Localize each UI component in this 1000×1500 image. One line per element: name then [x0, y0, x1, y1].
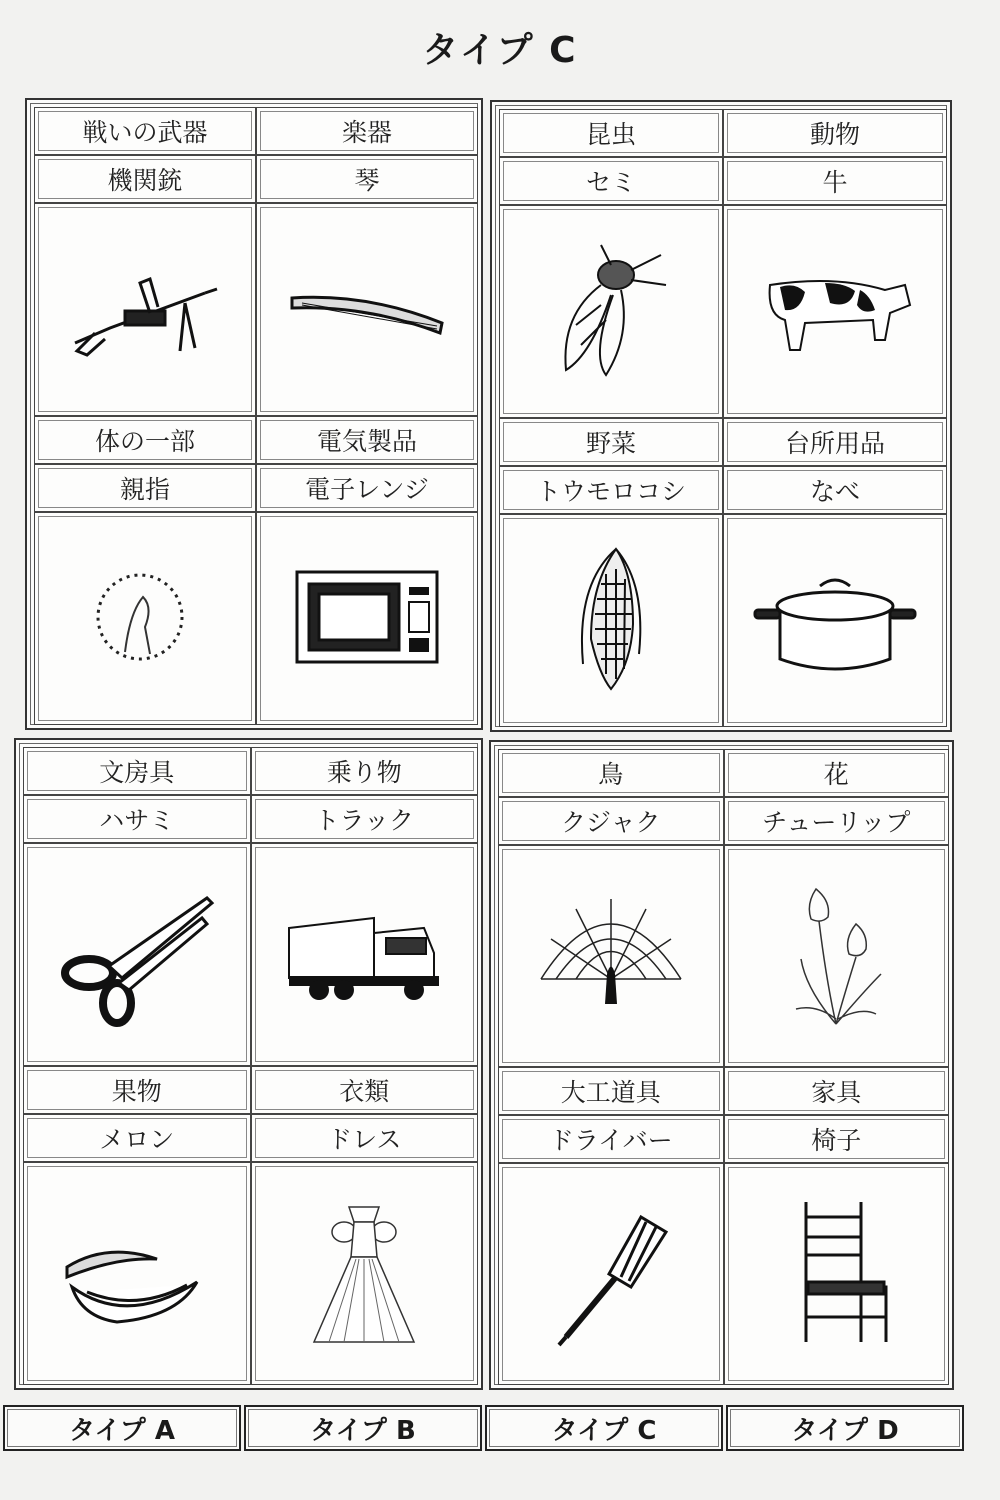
category-label: 戦いの武器 — [82, 118, 208, 147]
pot-icon — [745, 544, 925, 698]
page-title: タイプ C — [422, 30, 578, 71]
screwdriver-icon — [521, 1197, 701, 1351]
category-quadrant — [490, 100, 952, 732]
type-tab-d[interactable]: タイプ D — [726, 1405, 964, 1451]
corn-icon — [521, 544, 701, 698]
thumb-icon — [55, 542, 235, 696]
type-tab-a[interactable]: タイプ A — [3, 1405, 241, 1451]
picture-cell[interactable] — [499, 205, 723, 418]
picture-cell[interactable] — [723, 205, 947, 418]
picture-cell[interactable] — [256, 203, 478, 416]
word-label-cell — [723, 466, 947, 514]
truck-icon — [274, 878, 454, 1032]
word-label-cell — [498, 797, 724, 845]
category-label: 衣類 — [339, 1077, 390, 1106]
category-label-cell — [23, 747, 251, 795]
category-label-cell — [251, 747, 479, 795]
word-label: トラック — [314, 806, 414, 835]
category-label: 鳥 — [598, 760, 624, 789]
picture-cell[interactable] — [23, 1162, 251, 1385]
machine-gun-icon — [55, 233, 235, 387]
category-label-cell — [34, 107, 256, 155]
category-label: 野菜 — [585, 429, 636, 458]
picture-cell[interactable] — [256, 512, 478, 725]
category-label-cell — [23, 1066, 251, 1114]
word-label-cell — [499, 157, 723, 205]
category-label: 大工道具 — [560, 1078, 661, 1107]
word-label: セミ — [585, 168, 636, 197]
picture-cell[interactable] — [251, 843, 479, 1066]
melon-icon — [47, 1197, 227, 1351]
type-tab-b[interactable]: タイプ B — [244, 1405, 482, 1451]
category-label-cell — [498, 1067, 724, 1115]
picture-cell[interactable] — [499, 514, 723, 727]
picture-cell[interactable] — [23, 843, 251, 1066]
category-label: 楽器 — [341, 118, 392, 147]
category-label-cell — [724, 1067, 950, 1115]
category-label-cell — [498, 749, 724, 797]
category-label-cell — [724, 749, 950, 797]
cow-icon — [745, 235, 925, 389]
category-label-cell — [251, 1066, 479, 1114]
category-label-cell — [499, 418, 723, 466]
category-label: 昆虫 — [585, 120, 636, 149]
category-label-cell — [256, 416, 478, 464]
category-quadrant — [14, 738, 483, 1390]
scissors-icon — [47, 878, 227, 1032]
category-label: 電気製品 — [316, 427, 417, 456]
chair-icon — [746, 1197, 926, 1351]
word-label: ハサミ — [99, 806, 175, 835]
category-label-cell — [499, 109, 723, 157]
peacock-icon — [521, 879, 701, 1033]
category-label: 動物 — [809, 120, 860, 149]
koto-icon — [277, 233, 457, 387]
category-label-cell — [256, 107, 478, 155]
category-label: 果物 — [111, 1077, 162, 1106]
word-label-cell — [724, 797, 950, 845]
word-label: クジャク — [560, 808, 661, 837]
word-label-cell — [498, 1115, 724, 1163]
picture-cell[interactable] — [498, 845, 724, 1067]
tulip-icon — [746, 879, 926, 1033]
word-label: 機関銃 — [107, 166, 183, 195]
category-label-cell — [34, 416, 256, 464]
picture-cell[interactable] — [251, 1162, 479, 1385]
word-label: なべ — [809, 477, 860, 506]
word-label-cell — [256, 155, 478, 203]
word-label-cell — [34, 155, 256, 203]
category-label: 乗り物 — [326, 758, 402, 787]
word-label-cell — [34, 464, 256, 512]
word-label: ドレス — [327, 1125, 402, 1154]
category-label: 体の一部 — [94, 427, 195, 456]
word-label-cell — [23, 795, 251, 843]
category-quadrant — [489, 740, 954, 1390]
type-tab-c[interactable]: タイプ C — [485, 1405, 723, 1451]
cicada-icon — [521, 235, 701, 389]
picture-cell[interactable] — [34, 512, 256, 725]
word-label: トウモロコシ — [535, 477, 686, 506]
word-label-cell — [723, 157, 947, 205]
dress-icon — [274, 1197, 454, 1351]
microwave-icon — [277, 542, 457, 696]
category-label-cell — [723, 418, 947, 466]
picture-cell[interactable] — [498, 1163, 724, 1385]
word-label-cell — [251, 795, 479, 843]
category-label: 家具 — [811, 1078, 862, 1107]
word-label: 親指 — [119, 475, 170, 504]
picture-cell[interactable] — [724, 1163, 950, 1385]
category-label: 文房具 — [99, 758, 175, 787]
word-label-cell — [251, 1114, 479, 1162]
category-quadrant — [25, 98, 483, 730]
picture-cell[interactable] — [724, 845, 950, 1067]
category-label: 台所用品 — [784, 429, 885, 458]
category-label-cell — [723, 109, 947, 157]
word-label: チューリップ — [762, 808, 911, 837]
word-label: 牛 — [822, 168, 848, 197]
word-label: 椅子 — [811, 1126, 862, 1155]
picture-cell[interactable] — [723, 514, 947, 727]
word-label: 電子レンジ — [305, 475, 429, 504]
word-label-cell — [499, 466, 723, 514]
word-label: 琴 — [354, 166, 380, 195]
picture-cell[interactable] — [34, 203, 256, 416]
category-label: 花 — [823, 760, 849, 789]
word-label-cell — [23, 1114, 251, 1162]
word-label: メロン — [99, 1125, 175, 1154]
word-label-cell — [256, 464, 478, 512]
word-label: ドライバー — [548, 1126, 673, 1155]
word-label-cell — [724, 1115, 950, 1163]
